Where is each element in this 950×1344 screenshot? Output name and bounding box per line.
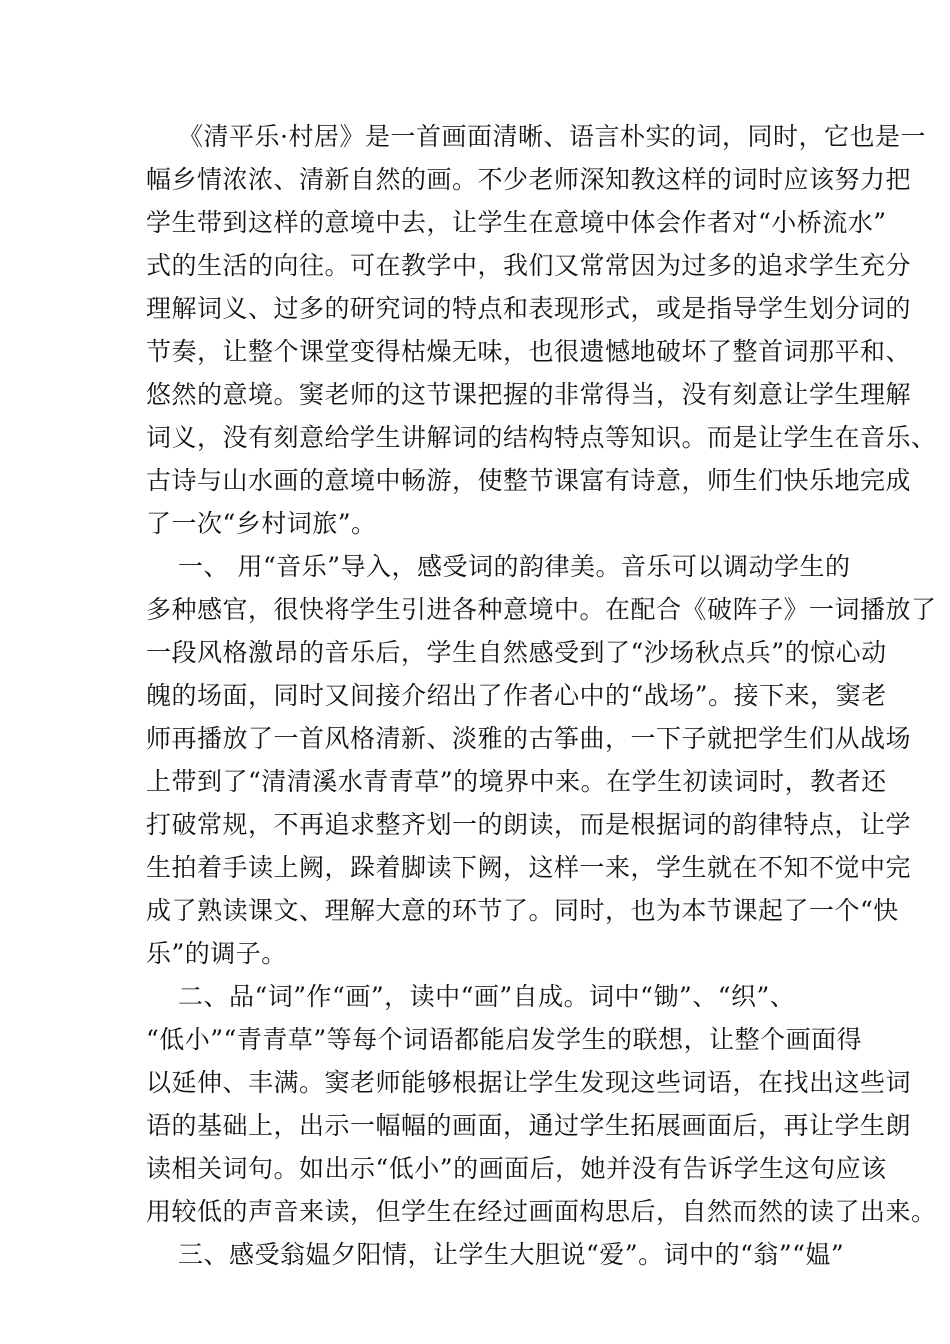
text-line: “低小”“青青草”等每个词语都能启发学生的联想，让整个画面得: [146, 1025, 863, 1054]
text-line: 上带到了“清清溪水青青草”的境界中来。在学生初读词时，教者还: [146, 767, 887, 796]
text-line: 学生带到这样的意境中去，让学生在意境中体会作者对“小桥流水”: [146, 208, 887, 237]
text-line: 幅乡情浓浓、清新自然的画。不少老师深知教这样的词时应该努力把: [146, 165, 912, 194]
text-line: 师再播放了一首风格清新、淡雅的古筝曲，一下子就把学生们从战场: [146, 724, 912, 753]
text-line: 悠然的意境。窦老师的这节课把握的非常得当，没有刻意让学生理解: [146, 380, 912, 409]
text-line: 生拍着手读上阙，跺着脚读下阙，这样一来，学生就在不知不觉中完: [146, 853, 912, 882]
text-line: 打破常规，不再追求整齐划一的朗读，而是根据词的韵律特点，让学: [146, 810, 912, 839]
text-line: 词义，没有刻意给学生讲解词的结构特点等知识。而是让学生在音乐、: [146, 423, 937, 452]
text-line: 成了熟读课文、理解大意的环节了。同时，也为本节课起了一个“快: [146, 896, 899, 925]
text-line: 魄的场面，同时又间接介绍出了作者心中的“战场”。接下来，窦老: [146, 681, 887, 710]
text-line: 用较低的声音来读，但学生在经过画面构思后，自然而然的读了出来。: [146, 1197, 937, 1226]
text-line: 三、感受翁媪夕阳情，让学生大胆说“爱”。词中的“翁”“媪”: [178, 1240, 845, 1269]
text-line: 了一次“乡村词旅”。: [146, 509, 377, 538]
text-line: 一、 用“音乐”导入，感受词的韵律美。音乐可以调动学生的: [178, 552, 851, 581]
text-line: 多种感官，很快将学生引进各种意境中。在配合《破阵子》一词播放了: [146, 595, 937, 624]
text-line: 式的生活的向往。可在教学中，我们又常常因为过多的追求学生充分: [146, 251, 912, 280]
text-line: 古诗与山水画的意境中畅游，使整节课富有诗意，师生们快乐地完成: [146, 466, 912, 495]
text-line: 二、品“词”作“画”，读中“画”自成。词中“锄”、“织”、: [178, 982, 796, 1011]
text-line: 读相关词句。如出示“低小”的画面后，她并没有告诉学生这句应该: [146, 1154, 887, 1183]
text-line: 语的基础上，出示一幅幅的画面，通过学生拓展画面后，再让学生朗: [146, 1111, 912, 1140]
text-line: 一段风格激昂的音乐后，学生自然感受到了“沙场秋点兵”的惊心动: [146, 638, 887, 667]
text-line: 以延伸、丰满。窦老师能够根据让学生发现这些词语，在找出这些词: [146, 1068, 912, 1097]
text-line: 乐”的调子。: [146, 939, 287, 968]
text-line: 节奏，让整个课堂变得枯燥无味，也很遗憾地破坏了整首词那平和、: [146, 337, 912, 366]
text-line: 理解词义、过多的研究词的特点和表现形式，或是指导学生划分词的: [146, 294, 912, 323]
text-line: 《清平乐·村居》是一首画面清晰、语言朴实的词，同时，它也是一: [178, 122, 926, 151]
